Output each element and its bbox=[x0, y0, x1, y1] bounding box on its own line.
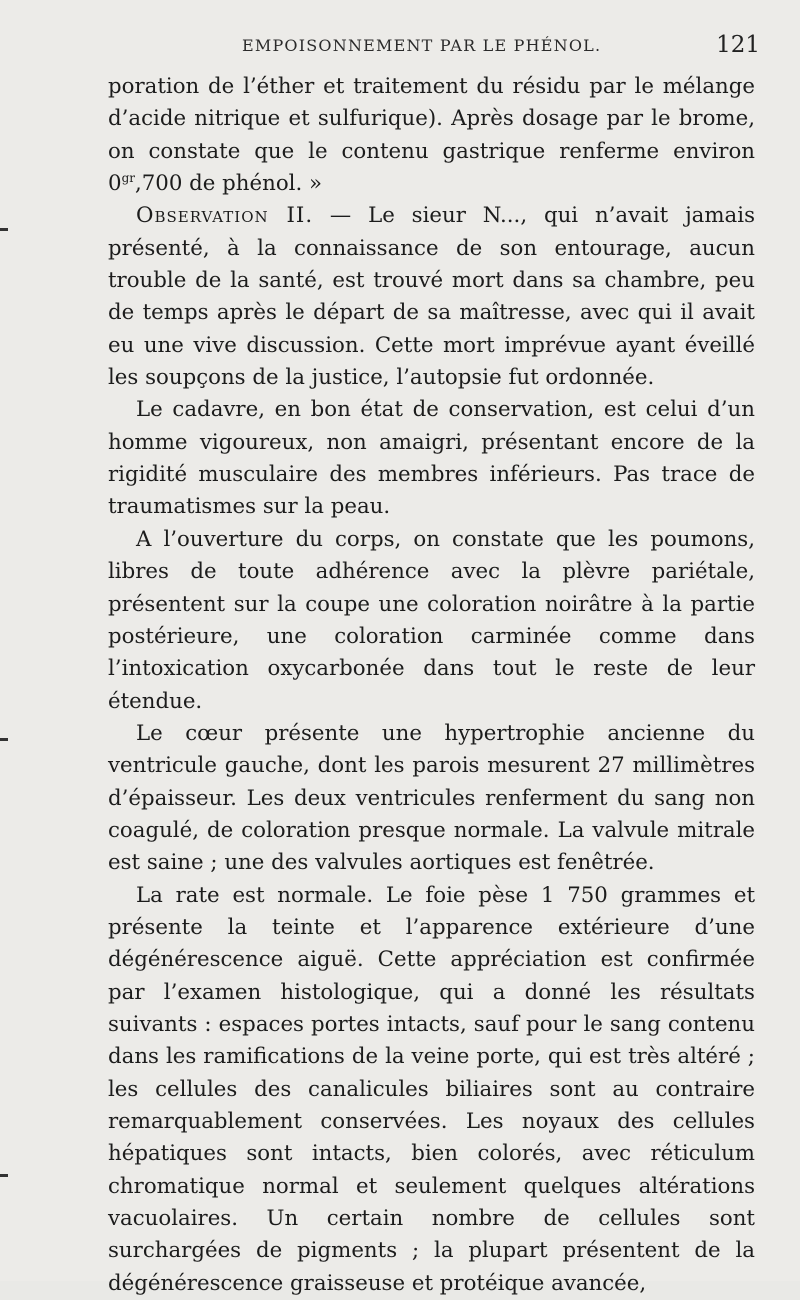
page-header bbox=[110, 30, 760, 64]
paragraph: Le cœur présente une hypertrophie ancienne du ventricule gauche, dont les parois mesurent 27 millimètres d’épaisseur. Les deux ventricules renferment du sang non coagulé, de coloration presque normale. La valvule mitrale est saine ; une des valvules aortiques est fenêtrée. bbox=[108, 720, 755, 876]
paragraph-text: poration de l’éther et traitement du résidu par le mélange d’acide nitrique et sulfurique). Après dosage par le brome, on constate que le contenu gastrique renferme environ 0 bbox=[108, 74, 755, 197]
paragraph-observation bbox=[108, 200, 755, 394]
paragraph: Le cadavre, en bon état de conservation, est celui d’un homme vigoureux, non amaigri, présentant encore de la rigidité musculaire des membres inférieurs. Pas trace de traumatismes sur la peau. bbox=[108, 397, 755, 520]
gram-abbreviation: gr bbox=[121, 170, 135, 185]
page-number: 121 bbox=[716, 32, 760, 58]
body-text bbox=[108, 71, 755, 1300]
paragraph-continuation bbox=[108, 71, 755, 200]
margin-mark bbox=[0, 228, 8, 231]
paragraph: La rate est normale. Le foie pèse 1 750 grammes et présente la teinte et l’apparence extérieure d’une dégénérescence aiguë. Cette appréciation est confirmée par l’examen histologique, qui a donné les résultats suivants : espaces portes intacts, sauf pour le sang contenu dans les ramifications de la veine porte, qui est très altéré ; les cellules des canalicules biliaires sont au contraire remarquablement conservées. Les noyaux des cellules hépatiques sont intacts, bien colorés, avec réticulum chromatique normal et seulement quelques altérations vacuolaires. Un certain nombre de cellules sont surchargées de pigments ; la plupart présentent de la dégénérescence graisseuse et protéique avancée, bbox=[108, 882, 755, 1296]
observation-label: Observation II. bbox=[136, 203, 314, 229]
margin-mark bbox=[0, 738, 8, 741]
paragraph-text-end: ,700 de phénol. » bbox=[134, 171, 323, 197]
margin-mark bbox=[0, 1174, 8, 1177]
paragraph-text: — Le sieur N..., qui n’avait jamais présenté, à la connaissance de son entourage, aucun trouble de la santé, est trouvé mort dans sa chambre, peu de temps après le départ de sa maîtresse, avec qui il avait eu une vive discussion. Cette mort imprévue ayant éveillé les soupçons de la justice, l’autopsie fut ordonnée. bbox=[108, 203, 755, 391]
running-title: EMPOISONNEMENT PAR LE PHÉNOL. bbox=[242, 36, 602, 55]
paragraph: A l’ouverture du corps, on constate que les poumons, libres de toute adhérence avec la plèvre pariétale, présentent sur la coupe une coloration noirâtre à la partie postérieure, une coloration carminée comme dans l’intoxication oxycarbonée dans tout le reste de leur étendue. bbox=[108, 526, 755, 714]
